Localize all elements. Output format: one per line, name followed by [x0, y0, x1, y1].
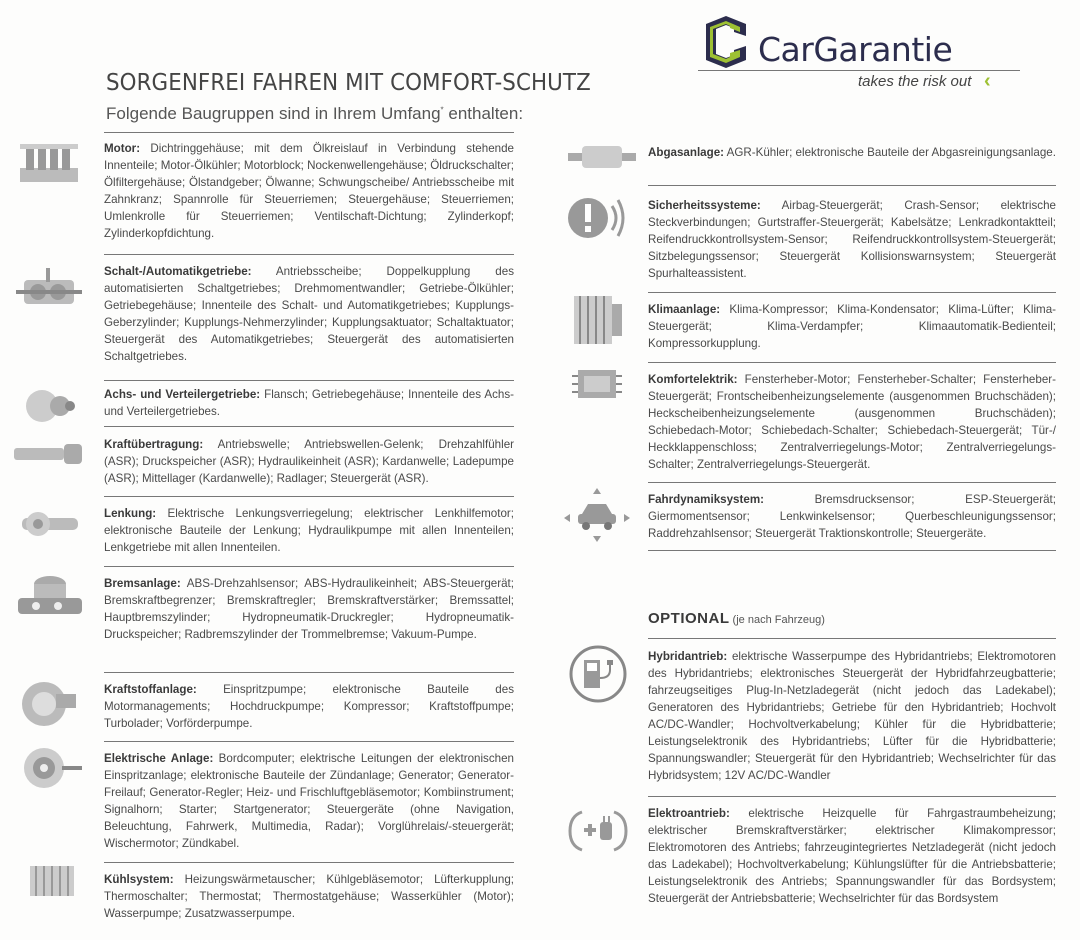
- section-abgasanlage: [648, 144, 1056, 161]
- section-text: AGR-Kühler; elektronische Bauteile der Abgasreinigungsanlage.: [724, 146, 1056, 159]
- chip-icon: [564, 362, 630, 406]
- section-heading: Klimaanlage:: [648, 303, 721, 316]
- section-heading: Lenkung:: [104, 507, 157, 520]
- section-heading: Komfortelektrik:: [648, 373, 738, 386]
- section-text: Antriebswelle; Antriebswellen-Gelenk; Drehzahlfühler (ASR); Druckspeicher (ASR); Hydraulikeinheit (ASR); Kardanwelle; Ladepumpe (ASR); Mittellager (Kardanwelle); Radlager; Steuergerät (ASR).: [104, 438, 514, 485]
- radiator-icon: [26, 858, 78, 908]
- section-heading: Kraftstoffanlage:: [104, 683, 197, 696]
- page-title: SORGENFREI FAHREN MIT COMFORT-SCHUTZ: [106, 70, 591, 96]
- section-getriebe: [104, 263, 514, 365]
- section-sicherheitssysteme: [648, 197, 1056, 282]
- section-text: Antriebsscheibe; Doppelkupplung des automatisierten Schaltgetriebes; Drehmomentwandler; Getriebe-Ölkühler; Getriebegehäuse; Innenteile des Schalt- und Automatikgetriebes; Kupplungs-Geberzylinder; Kupplungs-Nehmerzylinder; Kupplungsaktuator; Schaltaktuator; Steuergerät des Automatikgetriebes; Steuergerät des automatisierten Schaltgetriebes.: [104, 265, 514, 363]
- section-heading: Hybridantrieb:: [648, 650, 728, 663]
- section-bremsanlage: [104, 575, 514, 643]
- drive-shaft-icon: [12, 438, 88, 468]
- condenser-icon: [570, 290, 626, 350]
- electric-plug-icon: [568, 806, 628, 856]
- section-text: elektrische Wasserpumpe des Hybridantriebs; Elektromotoren des Hybridantriebs; elektronisches Steuergerät der Hybridfahrzeugbatterie; fahrzeugseitiges Plug-In-Netzladegerät (nicht jedoch das Ladekabel); Generatoren des Hybridantriebs; Getriebe für den Hybridantrieb; Hochvolt AC/DC-Wandler; Hochvoltverkabelung; Kühler für die Hybridbatterie; Leistungselektronik des Hybridantriebs; Lüfter für die Hybridbatterie; Spannungswandler; Steuergerät für den Hybridantrieb; Wechselrichter für das Hybridsystem; 12V AC/DC-Wandler: [648, 650, 1056, 782]
- section-heading: Elektrische Anlage:: [104, 752, 214, 765]
- section-heading: Fahrdynamiksystem:: [648, 493, 764, 506]
- optional-label: OPTIONAL: [648, 610, 730, 627]
- subtitle-text: Folgende Baugruppen sind in Ihrem Umfang: [106, 104, 441, 123]
- divider: [104, 254, 514, 255]
- optional-note: (je nach Fahrzeug): [729, 614, 825, 626]
- hybrid-charging-icon: [568, 644, 628, 704]
- divider: [104, 496, 514, 497]
- divider: [104, 132, 514, 133]
- divider: [104, 380, 514, 381]
- alternator-icon: [14, 740, 84, 796]
- section-heading: Kraftübertragung:: [104, 438, 204, 451]
- section-lenkung: [104, 505, 514, 556]
- car-dynamics-icon: [562, 484, 632, 544]
- section-text: Fensterheber-Motor; Fensterheber-Schalter; Fensterheber-Steuergerät; Frontscheibenheizungselemente (ausgenommen Bruchschäden); Heckscheibenheizungselemente (ausgenommen Bruchschäden); Schiebedach-Motor; Schiebedach-Schalter; Schiebedach-Steuergerät; Tür-/ Heckklappenschloss; Zentralverriegelungs-Motor; Zentralverriegelungs-Schalter; Zentralverriegelungs-Steuergerät.: [648, 373, 1056, 471]
- brand-slogan: takes the risk out: [858, 73, 972, 90]
- subtitle-end: enthalten:: [443, 104, 524, 123]
- divider: [104, 566, 514, 567]
- section-heading: Elektroantrieb:: [648, 807, 730, 820]
- section-text: Elektrische Lenkungsverriegelung; elektrischer Lenkhilfemotor; elektronische Bauteile der Lenkung; Hydraulikpumpe mit allen Innenteilen; Lenkgetriebe mit allen Innenteilen.: [104, 507, 514, 554]
- divider: [648, 796, 1056, 797]
- divider: [648, 362, 1056, 363]
- divider: [648, 638, 1056, 639]
- exhaust-icon: [566, 142, 638, 172]
- gearbox-icon: [16, 264, 82, 314]
- section-kraftstoffanlage: [104, 681, 514, 732]
- warning-sound-icon: [566, 192, 626, 246]
- optional-title: [648, 610, 825, 627]
- cargarantie-logo: [698, 12, 1028, 92]
- section-heading: Bremsanlage:: [104, 577, 181, 590]
- divider: [104, 426, 514, 427]
- section-komfortelektrik: [648, 371, 1056, 473]
- steering-icon: [16, 506, 84, 542]
- divider: [104, 741, 514, 742]
- section-text: Dichtringgehäuse; mit dem Ölkreislauf in Verbindung stehende Innenteile; Motor-Ölkühler; Motorblock; Nockenwellengehäuse; Öldruckschalter; Ölfiltergehäuse; Ölstandgeber; Ölwanne; Schwungscheibe/ Antriebsscheibe mit Zahnkranz; Spannrolle für Steuerriemen; Steuergehäuse; Steuerriemen; Umlenkrolle für Steuerriemen; Ventilschaft-Dichtung; Zylinderkopf; Zylinderkopfdichtung.: [104, 142, 514, 240]
- section-klimaanlage: [648, 301, 1056, 352]
- divider: [648, 292, 1056, 293]
- section-text: Klima-Kompressor; Klima-Kondensator; Klima-Lüfter; Klima-Steuergerät; Klima-Verdampfer; Klimaautomatik-Bedienteil; Kompressorkupplung.: [648, 303, 1056, 350]
- section-heading: Abgasanlage:: [648, 146, 725, 159]
- divider: [648, 550, 1056, 551]
- logo-divider: [698, 70, 1020, 71]
- section-text: Bremsdrucksensor; ESP-Steuergerät; Giermomentsensor; Lenkwinkelsensor; Querbeschleunigungssensor; Raddrehzahlsensor; Steuergerät Traktionskontrolle; Steuergeräte.: [648, 493, 1056, 540]
- section-heading: Kühlsystem:: [104, 873, 174, 886]
- divider: [104, 862, 514, 863]
- section-heading: Sicherheitssysteme:: [648, 199, 761, 212]
- axle-icon: [22, 384, 78, 428]
- divider: [104, 672, 514, 673]
- section-heading: Achs- und Verteilergetriebe:: [104, 388, 261, 401]
- section-achsgetriebe: [104, 386, 514, 420]
- section-text: Airbag-Steuergerät; Crash-Sensor; elektrische Steckverbindungen; Gurtstraffer-Steuergerät; Kabelsätze; Lenkradkontaktteil; Reifendruckkontrollsystem-Sensor; Reifendruckkontrollsystem-Steuergerät; Sitzbelegungssensor; Steuergerät Kollisionswarnsystem; Steuergerät Spurhalteassistent.: [648, 199, 1056, 280]
- section-text: Heizungswärmetauscher; Kühlgebläsemotor; Lüfterkupplung; Thermoschalter; Thermostat; Thermostatgehäuse; Wasserkühler (Motor); Wasserpumpe; Zusatzwasserpumpe.: [104, 873, 514, 920]
- section-fahrdynamiksystem: [648, 491, 1056, 542]
- section-motor: [104, 140, 514, 242]
- turbo-icon: [16, 676, 78, 730]
- page-subtitle: [106, 104, 523, 124]
- divider: [648, 185, 1056, 186]
- section-kuehlsystem: [104, 871, 514, 922]
- section-text: Bordcomputer; elektrische Leitungen der elektronischen Einspritzanlage; elektronische Bauteile der Zündanlage; Generator; Generator-Freilauf; Generator-Regler; Heiz- und Frischluftgebläsemotor; Kombiinstrument; Signalhorn; Starter; Startgenerator; Steuergeräte (ohne Navigation, Beleuchtung, Fahrwerk, Multimedia, Radar); Vorglührelais/-steuergerät; Wischermotor; Zündkabel.: [104, 752, 514, 850]
- section-text: ABS-Drehzahlsensor; ABS-Hydraulikeinheit; ABS-Steuergerät; Bremskraftbegrenzer; Bremskraftregler; Bremskraftverstärker; Bremssattel; Hauptbremszylinder; Hydropneumatik-Druckregler; Hydropneumatik-Druckspeicher; Radbremszylinder der Trommelbremse; Vakuum-Pumpe.: [104, 577, 514, 641]
- chevron-left-icon: ‹: [984, 70, 991, 92]
- divider: [648, 482, 1056, 483]
- brand-name: CarGarantie: [758, 30, 953, 69]
- engine-icon: [16, 142, 82, 186]
- section-heading: Schalt-/Automatikgetriebe:: [104, 265, 252, 278]
- brake-icon: [14, 572, 86, 622]
- section-heading: Motor:: [104, 142, 141, 155]
- section-text: elektrische Heizquelle für Fahrgastraumbeheizung; elektrischer Bremskraftverstärker; elektrischer Klimakompressor; Elektromotoren des Antriebs; fahrzeugintegriertes Netzladegerät (nicht jedoch das Ladekabel); Hochvoltverkabelung; Kühlungslüfter für die Antriebsbatterie; Leistungselektronik des Antriebs; Spannungswandler für das Bordsystem; Steuergerät der Antriebsbatterie; Wechselrichter für das Bordsystem: [648, 807, 1056, 905]
- logo-mark-icon: [700, 14, 752, 70]
- section-kraftuebertragung: [104, 436, 514, 487]
- section-elektroantrieb: [648, 805, 1056, 907]
- section-text: Einspritzpumpe; elektronische Bauteile des Motormanagements; Hochdruckpumpe; Kompressor; Kraftstoffpumpe; Turbolader; Vorförderpumpe.: [104, 683, 514, 730]
- section-text: Flansch; Getriebegehäuse; Innenteile des Achs- und Verteilergetriebes.: [104, 388, 514, 418]
- subtitle-footnote-mark: *: [440, 105, 444, 115]
- section-hybridantrieb: [648, 648, 1056, 784]
- section-elektrische-anlage: [104, 750, 514, 852]
